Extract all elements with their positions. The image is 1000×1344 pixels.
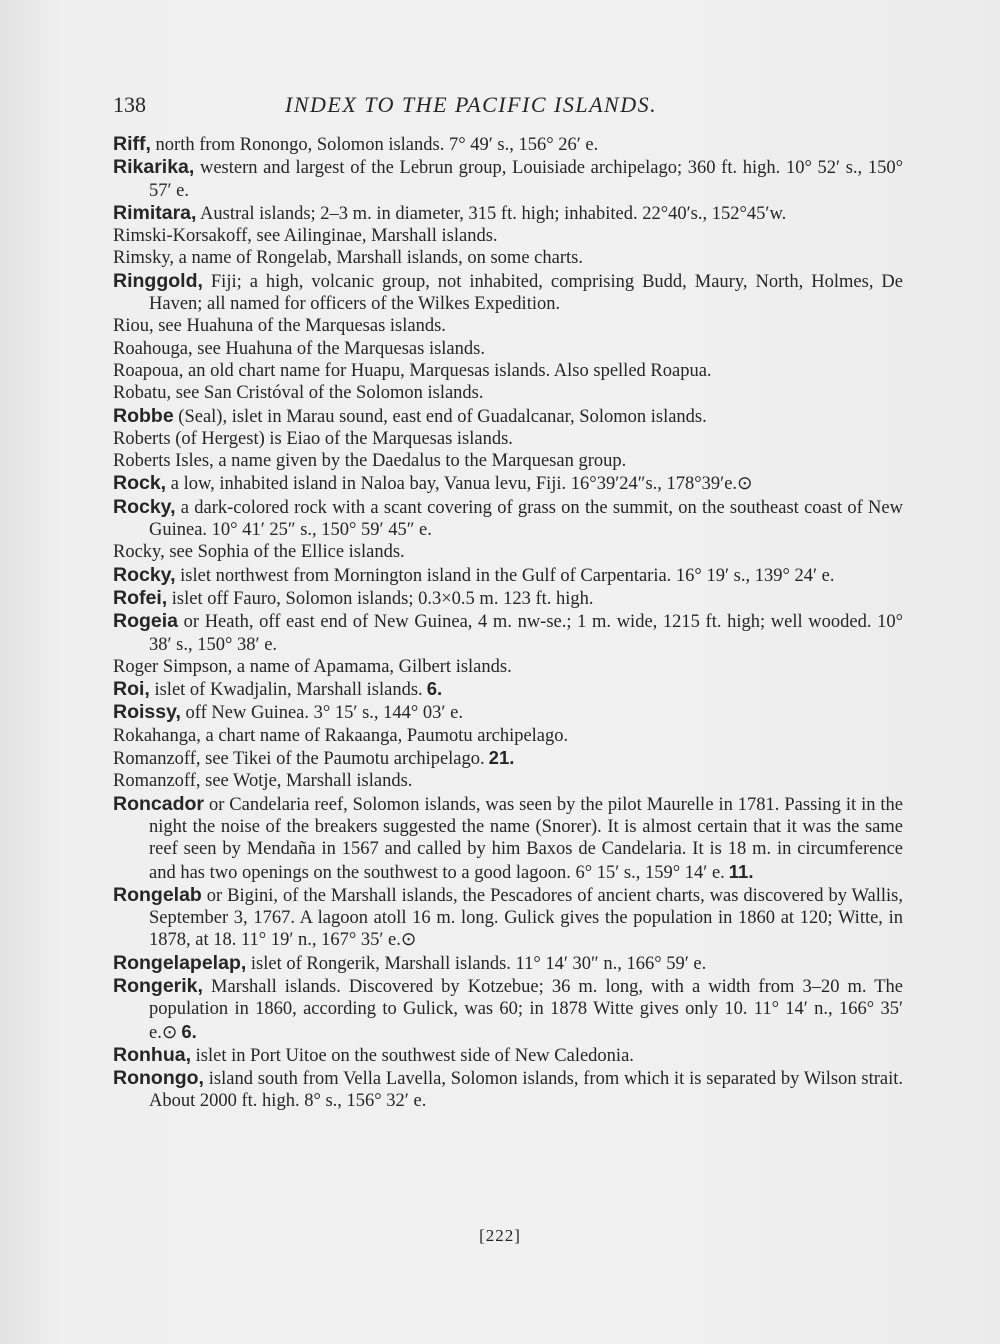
entry-text: islet off Fauro, Solomon islands; 0.3×0.5 m. 123 ft. high. (167, 588, 594, 609)
entry-text: see Tikei of the Paumotu archipelago. (200, 749, 485, 770)
entry-headword: Ronhua, (113, 1043, 191, 1066)
folio-number: [222] (479, 1226, 521, 1245)
index-entry (113, 678, 903, 701)
entry-text: Austral islands; 2–3 m. in diameter, 315 ft. high; inhabited. 22°40′s., 152°45′w. (196, 203, 787, 224)
entry-reference-number: 21. (488, 747, 515, 769)
index-entries (113, 133, 903, 1113)
entry-headword: Roi, (113, 678, 150, 701)
entry-text: north from Ronongo, Solomon islands. 7° 49′ s., 156° 26′ e. (150, 135, 599, 155)
entry-headword: Ronongo, (113, 1067, 204, 1090)
entry-headword: Rocky, (113, 563, 176, 586)
entry-text: (Seal), islet in Marau sound, east end of Guadalcanar, Solomon islands. (173, 406, 707, 427)
entry-text: see Huahuna of the Marquesas islands. (153, 316, 446, 337)
entry-headword: Rimitara, (113, 201, 197, 224)
entry-headword: Rongelab (113, 883, 202, 906)
entry-text: a name given by the Daedalus to the Marquesan group. (213, 451, 627, 472)
running-title: INDEX TO THE PACIFIC ISLANDS. (285, 92, 658, 117)
entry-headword: Roapoua, (113, 360, 184, 381)
entry-text: islet in Port Uitoe on the southwest side of New Caledonia. (191, 1045, 634, 1066)
entry-text: or Bigini, of the Marshall islands, the Pescadores of ancient charts, was discovered by Wallis, September 3, 1767. A lagoon atoll 16 m. long. Gulick gives the population in 1860 at 120; Witte, in 1878, at 18. 11° 19′ n., 167° 35′ e.⊙ (149, 885, 903, 951)
entry-headword: Rikarika, (113, 156, 195, 179)
entry-text: a low, inhabited island in Naloa bay, Vanua levu, Fiji. 16°39′24″s., 178°39′e.⊙ (166, 474, 753, 495)
entry-headword: Rongerik, (113, 974, 203, 997)
entry-text: a name of Rongelab, Marshall islands, on some charts. (174, 248, 583, 269)
entry-headword: Riou, (113, 316, 154, 337)
entry-reference-number: 6. (426, 678, 443, 700)
index-entry (113, 450, 903, 472)
index-entry (113, 315, 903, 337)
entry-headword: Rofei, (113, 586, 168, 609)
entry-text: western and largest of the Lebrun group, Louisiade archipelago; 360 ft. high. 10° 52′ s., 150° 57′ e. (149, 158, 903, 201)
entry-text: or Candelaria reef, Solomon islands, was seen by the pilot Maurelle in 1781. Passing it in the night the noise of the breakers suggested the name (Snorer). It is almost certain that it was the same reef seen by Mendaña in 1567 and called by him Baxos de Candelaria. It is 18 m. in circumference and has two openings on the southwest to a good lagoon. 6° 15′ s., 159° 14′ e. (149, 794, 903, 883)
entry-headword: Roissy, (113, 701, 181, 724)
index-entry (113, 701, 903, 724)
entry-headword: Roberts (113, 428, 171, 449)
entry-text: islet of Kwadjalin, Marshall islands. (149, 680, 423, 701)
entry-text: islet northwest from Mornington island in the Gulf of Carpentaria. 16° 19′ s., 139° 24′ e. (175, 565, 835, 586)
index-entry (113, 225, 903, 247)
index-entry (113, 610, 903, 656)
index-entry (113, 587, 903, 610)
index-entry (113, 405, 903, 428)
index-entry (113, 133, 903, 156)
entry-headword: Robatu, (113, 383, 172, 404)
entry-text: see Ailinginae, Marshall islands. (251, 226, 498, 247)
index-entry (113, 747, 903, 770)
entry-text: an old chart name for Huapu, Marquesas islands. Also spelled Roapua. (183, 360, 712, 381)
index-entry (113, 156, 903, 202)
entry-headword: Rokahanga, (113, 725, 201, 746)
index-entry (113, 541, 903, 563)
entry-text: islet of Rongerik, Marshall islands. 11° 14′ 30″ n., 166° 59′ e. (246, 953, 707, 974)
entry-headword: Rock, (113, 472, 167, 495)
index-entry (113, 1044, 903, 1067)
index-entry (113, 564, 903, 587)
index-entry (113, 975, 903, 1044)
entry-headword: Rimski-Korsakoff, (113, 226, 252, 247)
entry-headword: Rogeia (113, 610, 179, 633)
entry-headword: Rimsky, (113, 248, 174, 269)
entry-text: a chart name of Rakaanga, Paumotu archipelago. (200, 725, 569, 746)
index-entry (113, 793, 903, 884)
entry-headword: Robbe (113, 404, 174, 427)
entry-text: island south from Vella Lavella, Solomon islands, from which it is separated by Wilson strait. About 2000 ft. high. 8° s., 156° 32′ e. (149, 1069, 903, 1112)
page-number: 138 (113, 92, 146, 117)
entry-reference-number: 11. (728, 860, 754, 882)
entry-text: or Heath, off east end of New Guinea, 4 m. nw-se.; 1 m. wide, 1215 ft. high; well wooded. 10° 38′ s., 150° 38′ e. (149, 612, 903, 655)
entry-text: see Wotje, Marshall islands. (200, 771, 413, 792)
index-entry (113, 247, 903, 269)
entry-headword: Rongelapelap, (113, 951, 247, 974)
index-entry (113, 382, 903, 404)
entry-headword: Rocky, (113, 495, 176, 518)
index-entry (113, 656, 903, 678)
entry-headword: Rocky, (113, 542, 165, 563)
entry-text: Fiji; a high, volcanic group, not inhabited, comprising Budd, Maury, North, Holmes, De Haven; all named for officers of the Wilkes Expedition. (149, 271, 903, 315)
entry-text: off New Guinea. 3° 15′ s., 144° 03′ e. (180, 703, 463, 724)
entry-text: see San Cristóval of the Solomon islands. (171, 383, 484, 404)
index-entry (113, 270, 903, 316)
entry-reference-number: 6. (181, 1020, 197, 1042)
entry-text: a dark-colored rock with a scant covering of grass on the summit, on the southeast coast of New Guinea. 10° 41′ 25″ s., 150° 59′ 45″ e. (149, 497, 903, 541)
index-entry (113, 472, 903, 495)
page-header (113, 92, 913, 122)
index-entry (113, 884, 903, 952)
index-entry (113, 496, 903, 542)
entry-text: (of Hergest) is Eiao of the Marquesas islands. (170, 428, 513, 449)
entry-headword: Romanzoff, (113, 749, 201, 770)
index-entry (113, 770, 903, 792)
entry-headword: Roncador (113, 792, 205, 815)
entry-headword: Romanzoff, (113, 771, 201, 792)
entry-text: see Huahuna of the Marquesas islands. (192, 338, 485, 359)
entry-headword: Roger Simpson, (113, 656, 233, 677)
entry-headword: Riff, (113, 133, 151, 155)
entry-text: Marshall islands. Discovered by Kotzebue; 36 m. long, with a width from 3–20 m. The population in 1860, according to Gulick, was 60; in 1878 Witte gives only 10. 11° 14′ n., 166° 35′ e.⊙ (149, 976, 903, 1043)
index-entry (113, 360, 903, 382)
index-entry (113, 725, 903, 747)
index-entry (113, 1067, 903, 1113)
entry-text: a name of Apamama, Gilbert islands. (232, 656, 512, 677)
entry-headword: Roahouga, (113, 338, 193, 359)
entry-text: see Sophia of the Ellice islands. (164, 542, 405, 563)
entry-headword: Ringgold, (113, 269, 203, 292)
index-entry (113, 428, 903, 450)
index-entry (113, 338, 903, 360)
index-entry (113, 202, 903, 225)
index-entry (113, 952, 903, 975)
entry-headword: Roberts Isles, (113, 451, 214, 472)
